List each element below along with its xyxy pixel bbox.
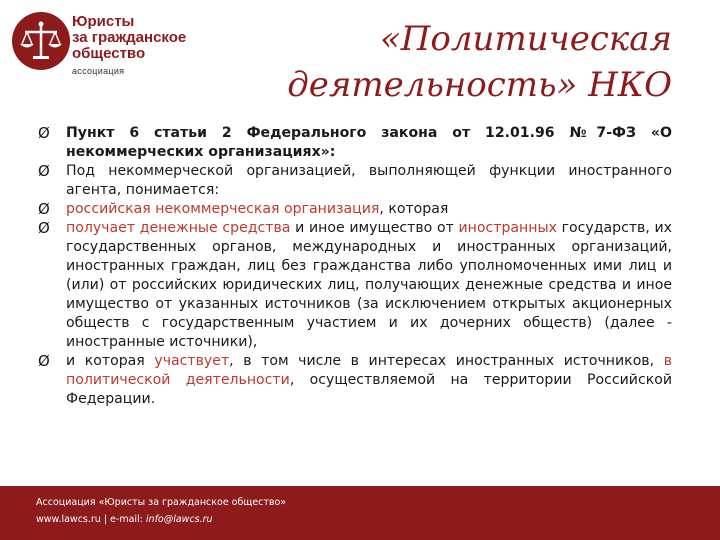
footer [0,486,720,540]
arrow-bullet-icon: Ø [38,162,50,180]
list-item [38,200,672,219]
bullet-list [38,124,672,409]
highlighted-text: в политической деятельности [66,353,672,388]
list-item [38,352,672,409]
list-item-text: , в том числе в интересах иностранных источников, [229,353,664,369]
list-item-text: , осуществляемой на территории Российской Федерации. [66,372,672,407]
list-item [38,219,672,352]
logo [10,10,210,80]
title-line-1: «Политическая [379,19,672,59]
arrow-bullet-icon: Ø [38,124,50,142]
list-item-text: и которая [66,353,155,369]
highlighted-text: иностранных [458,220,557,236]
highlighted-text: российская некоммерческая организация [66,201,380,217]
arrow-bullet-icon: Ø [38,200,50,218]
arrow-bullet-icon: Ø [38,352,50,370]
list-item-text: Под некоммерческой организацией, выполняющей функции иностранного агента, понимается: [66,163,672,198]
list-item [38,124,672,162]
arrow-bullet-icon: Ø [38,219,50,237]
footer-contacts [36,513,213,527]
logo-wordmark [72,14,186,62]
logo-line-2: за гражданское [72,29,187,46]
footer-email-link[interactable]: info@lawcs.ru [145,514,213,525]
highlighted-text: участвует [154,353,230,369]
title-line-2: деятельность» НКО [287,65,672,105]
scales-of-justice-icon [12,12,70,70]
logo-line-1: Юристы [72,13,135,30]
logo-line-3: общество [72,45,146,62]
highlighted-text: получает денежные средства [66,220,291,236]
page-title [212,16,672,108]
list-item-text: , которая [379,201,449,217]
list-item-text: Пункт 6 статьи 2 Федерального закона от 12.01.96 №7-ФЗ «О некоммерческих организациях»: [66,125,672,160]
list-item-text: государств, их государственных органов, международных и иностранных организаций, иностранных граждан, лиц без гражданства либо уполномоченных ими лиц и (или) от российских юридических лиц, получающих денежные средства и иное имущество от указанных источников (за исключением открытых акционерных обществ с государственным участием и их дочерних обществ) (далее - иностранные источники), [66,220,673,350]
footer-org-name: Ассоциация «Юристы за гражданское общество» [36,497,287,508]
list-item [38,162,672,200]
footer-website: www.lawcs.ru | e-mail: [36,514,146,525]
list-item-text: и иное имущество от [290,220,459,236]
logo-subtitle: ассоциация [72,66,125,76]
